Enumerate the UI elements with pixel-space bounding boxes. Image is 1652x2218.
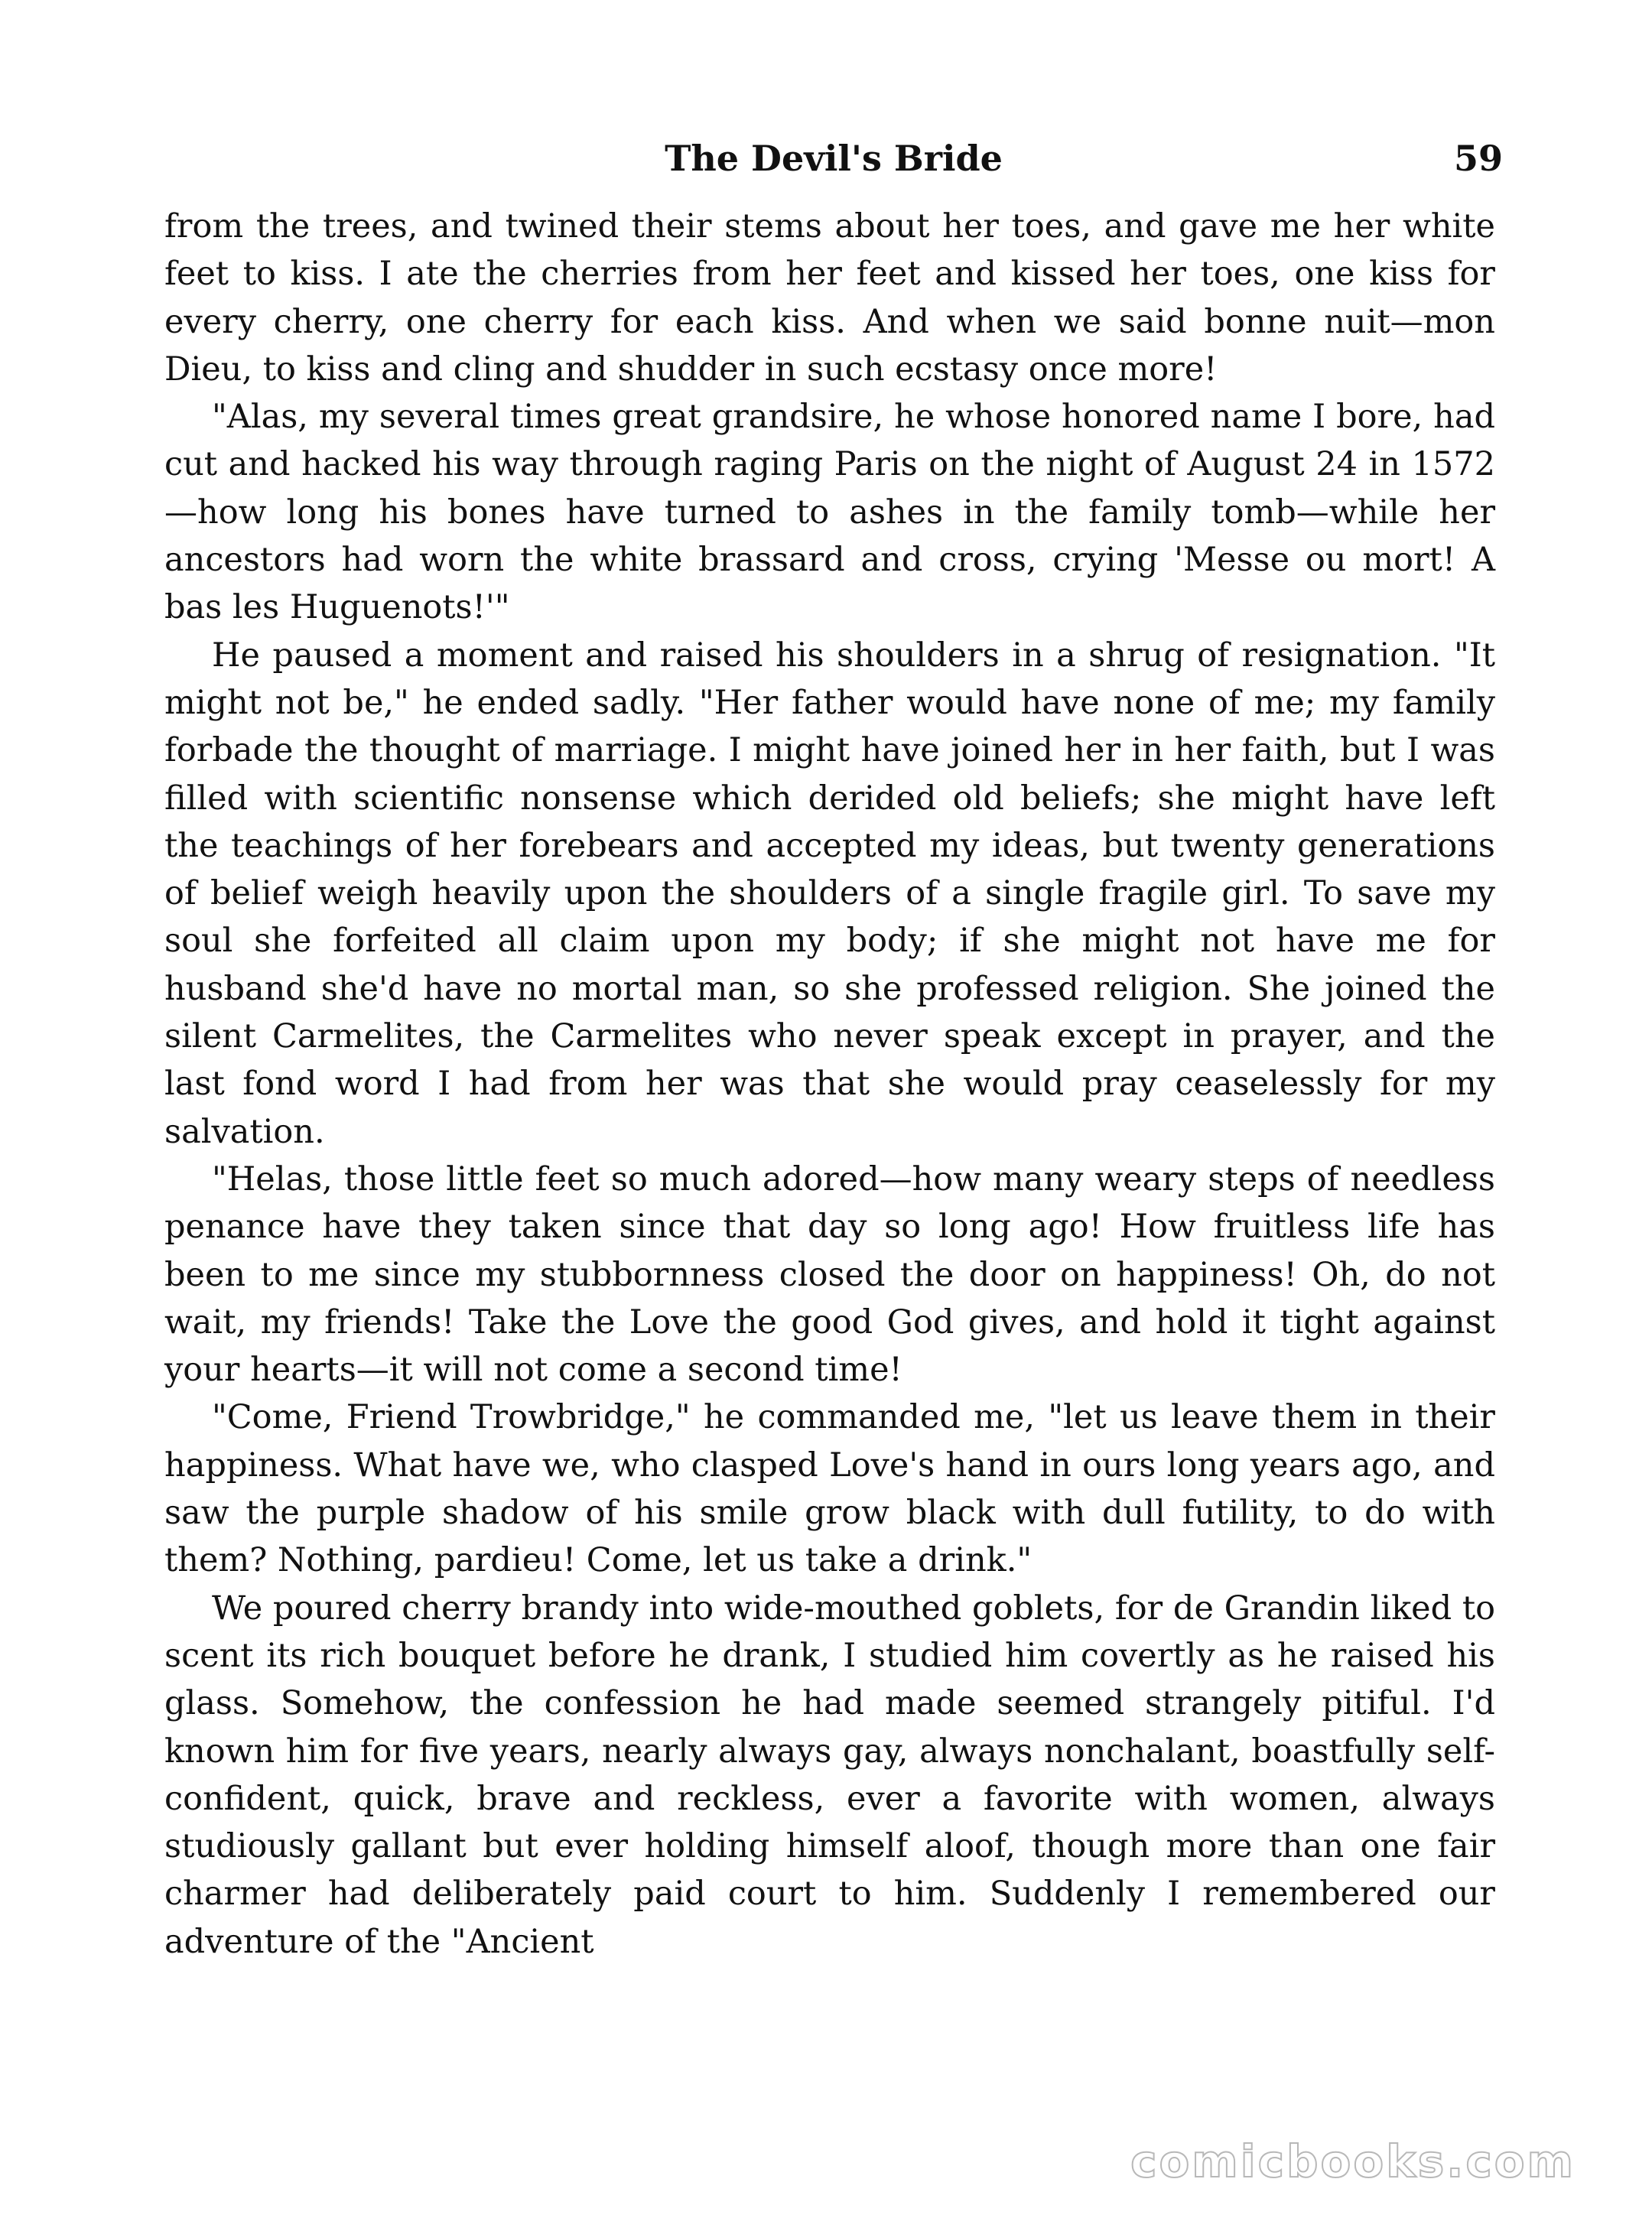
running-title: The Devil's Bride [665,138,1003,179]
paragraph: We poured cherry brandy into wide-mouthed goblets, for de Grandin liked to scent its rich bouquet before he drank, I studied him covertly as he raised his glass. Somehow, the confession he had made seemed strangely pitiful. I'd known him for five years, nearly always gay, always nonchalant, boastfully self-confident, quick, brave and reckless, ever a favorite with women, always studiously gallant but ever holding himself aloof, though more than one fair charmer had deliberately paid court to him. Suddenly I remembered our adventure of the "Ancient [164,1589,1495,1961]
page-header [164,138,1503,199]
watermark: comicbooks.com [1130,2135,1576,2187]
paragraph: He paused a moment and raised his shoulders in a shrug of resignation. "It might not be," he ended sadly. "Her father would have none of me; my family forbade the thought of marriage. I might have joined her in her faith, but I was filled with scientific nonsense which derided old beliefs; she might have left the teachings of her forebears and accepted my ideas, but twenty generations of belief weigh heavily upon the shoulders of a single fragile girl. To save my soul she forfeited all claim upon my body; if she might not have me for husband she'd have no mortal man, so she professed religion. She joined the silent Carmelites, the Carmelites who never speak except in prayer, and the last fond word I had from her was that she would pray ceaselessly for my salvation. [164,636,1495,1151]
paragraph: from the trees, and twined their stems about her toes, and gave me her white feet to kiss. I ate the cherries from her feet and kissed her toes, one kiss for every cherry, one cherry for each kiss. And when we said bonne nuit—mon Dieu, to kiss and cling and shudder in such ecstasy once more! [164,207,1495,389]
page-number: 59 [1453,138,1503,179]
paragraph: "Come, Friend Trowbridge," he commanded me, "let us leave them in their happiness. What have we, who clasped Love's hand in ours long years ago, and saw the purple shadow of his smile grow black with dull futility, to do with them? Nothing, pardieu! Come, let us take a drink." [164,1398,1495,1580]
paragraph: "Helas, those little feet so much adored—how many weary steps of needless penance have they taken since that day so long ago! How fruitless life has been to me since my stubbornness closed the door on happiness! Oh, do not wait, my friends! Take the Love the good God gives, and hold it tight against your hearts—it will not come a second time! [164,1159,1495,1390]
body-text [164,203,1495,1966]
paragraph: "Alas, my several times great grandsire, he whose honored name I bore, had cut and hacked his way through raging Paris on the night of August 24 in 1572—how long his bones have turned to ashes in the family tomb—while her ancestors had worn the white brassard and cross, crying 'Messe ou mort! A bas les Huguenots!'" [164,398,1495,627]
